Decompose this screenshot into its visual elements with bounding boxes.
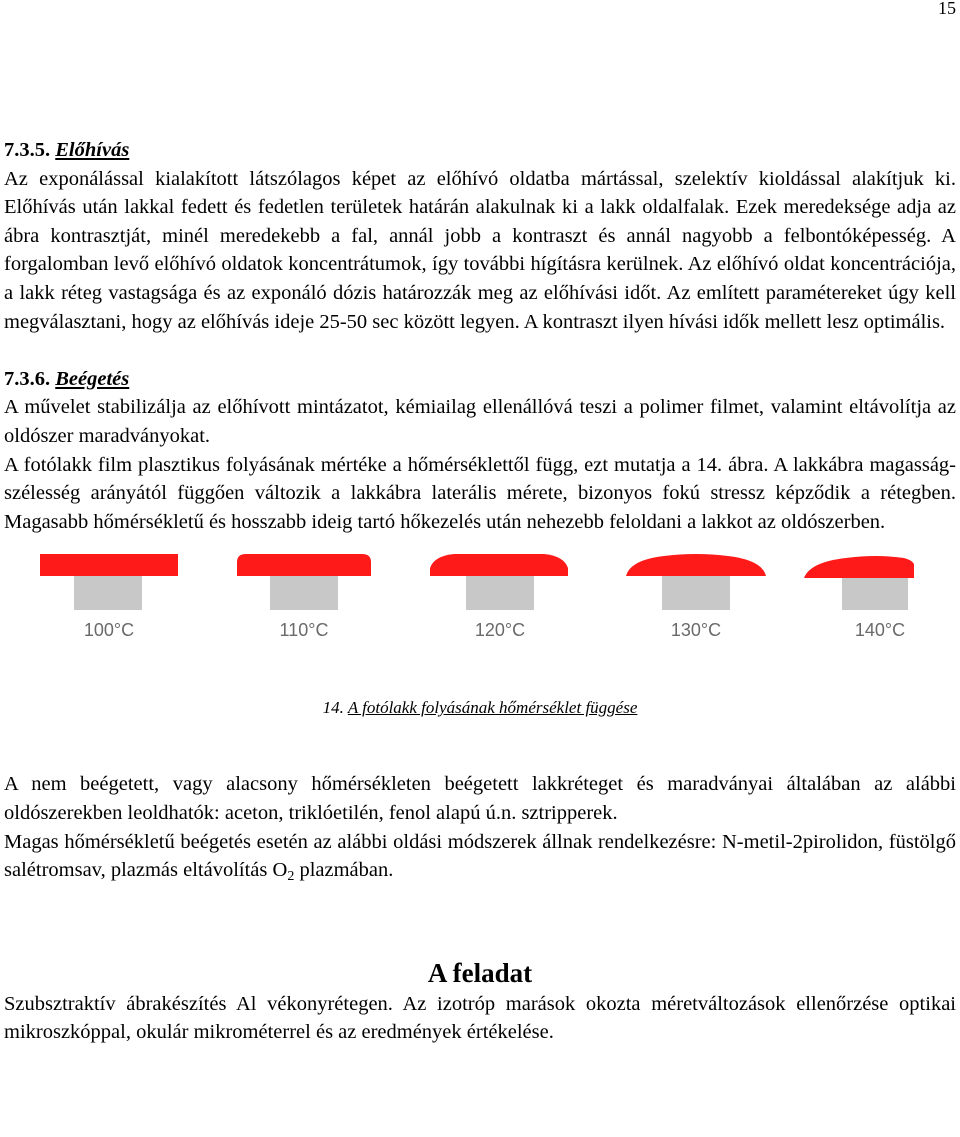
temperature-label: 100°C	[83, 620, 135, 641]
figure-caption	[4, 694, 956, 723]
figure-resist-flow	[4, 548, 956, 770]
temperature-label: 140°C	[854, 620, 906, 641]
resist-layer	[237, 554, 371, 576]
substrate-block	[662, 574, 730, 610]
paragraph-elohivas: Az exponálással kialakított látszólagos képet az előhívó oldatba mártással, szelektív kioldással alakítjuk ki. Előhívás után lakkal fedett és fedetlen területek határán alakulnak ki a lakk oldalfalak. Ezek meredeksége adja az ábra kontrasztját, minél meredekebb a fal, annál jobb a kontraszt és annál nagyobb a felbontóképesség. A forgalomban levő előhívó oldatok koncentrátumok, így további hígításra kerülnek. Az előhívó oldat koncentrációja, a lakk réteg vastagsága és az exponáló dózis határozzák meg az előhívási időt. Az említett paramétereket úgy kell megválasztani, hogy az előhívás ideje 25-50 sec között legyen. A kontraszt ilyen hívási idők mellett lesz optimális.	[4, 167, 956, 333]
profile-110c	[237, 554, 371, 640]
section-title: Előhívás	[55, 139, 130, 161]
section-number: 7.3.5.	[4, 139, 51, 161]
section-heading-beegetes	[4, 365, 956, 394]
paragraph-solvents: A nem beégetett, vagy alacsony hőmérsékleten beégetett lakkréteget és maradványai általában az alábbi oldószerekben leoldhatók: aceton, triklóetilén, fenol alapú ú.n. sztripperek.	[4, 773, 956, 824]
spacer	[4, 336, 956, 365]
paragraph-beegetes-1: A művelet stabilizálja az előhívott mintázatot, kémiailag ellenállóvá teszi a polimer filmet, valamint eltávolítja az oldószer maradványokat.	[4, 396, 956, 447]
document-body	[4, 136, 956, 1047]
substrate-block	[74, 574, 142, 610]
temperature-label: 130°C	[670, 620, 722, 641]
section-number: 7.3.6.	[4, 367, 51, 390]
resist-profiles-diagram	[34, 554, 914, 654]
profile-120c	[430, 554, 568, 640]
profile-100c	[40, 554, 178, 640]
subscript: 2	[287, 869, 295, 885]
substrate-block	[270, 574, 338, 610]
resist-layer	[430, 554, 568, 576]
profile-130c	[626, 554, 766, 640]
paragraph-text-end: plazmában.	[294, 859, 394, 882]
paragraph-high-temp-removal	[4, 828, 956, 888]
figure-number: 14.	[322, 698, 344, 718]
section-title: Beégetés	[55, 367, 130, 390]
figure-caption-text: A fotólakk folyásának hőmérséklet függése	[347, 698, 638, 718]
task-heading: A feladat	[427, 957, 533, 988]
paragraph-task: Szubsztraktív ábrakészítés Al vékonyrétegen. Az izotróp marások okozta méretváltozások ellenőrzése optikai mikroszkóppal, okulár mikrométerrel és az eredmények értékelése.	[4, 992, 956, 1044]
section-heading-elohivas	[4, 136, 956, 165]
resist-layer	[626, 554, 766, 576]
substrate-block	[842, 576, 908, 610]
paragraph-text: Magas hőmérsékletű beégetés esetén az alábbi oldási módszerek állnak rendelkezésre: N-metil-2pirolidon, füstölgő salétromsav, plazmás eltávolítás O	[4, 830, 956, 882]
profile-140c	[804, 556, 914, 640]
resist-layer	[40, 554, 178, 576]
paragraph-beegetes-2: A fotólakk film plasztikus folyásának mértéke a hőmérséklettől függ, ezt mutatja a 14. ábra. A lakkábra magasság-szélesség arányától függően változik a lakkábra laterális mérete, bizonyos fokú stressz képződik a rétegben. Magasabb hőmérsékletű és hosszabb ideig tartó hőkezelés után nehezebb feloldani a lakkot az oldószerben.	[4, 453, 956, 533]
temperature-label: 110°C	[279, 620, 329, 641]
resist-layer	[804, 556, 914, 578]
page-number: 15	[938, 0, 956, 18]
substrate-block	[466, 574, 534, 610]
temperature-label: 120°C	[474, 620, 526, 641]
